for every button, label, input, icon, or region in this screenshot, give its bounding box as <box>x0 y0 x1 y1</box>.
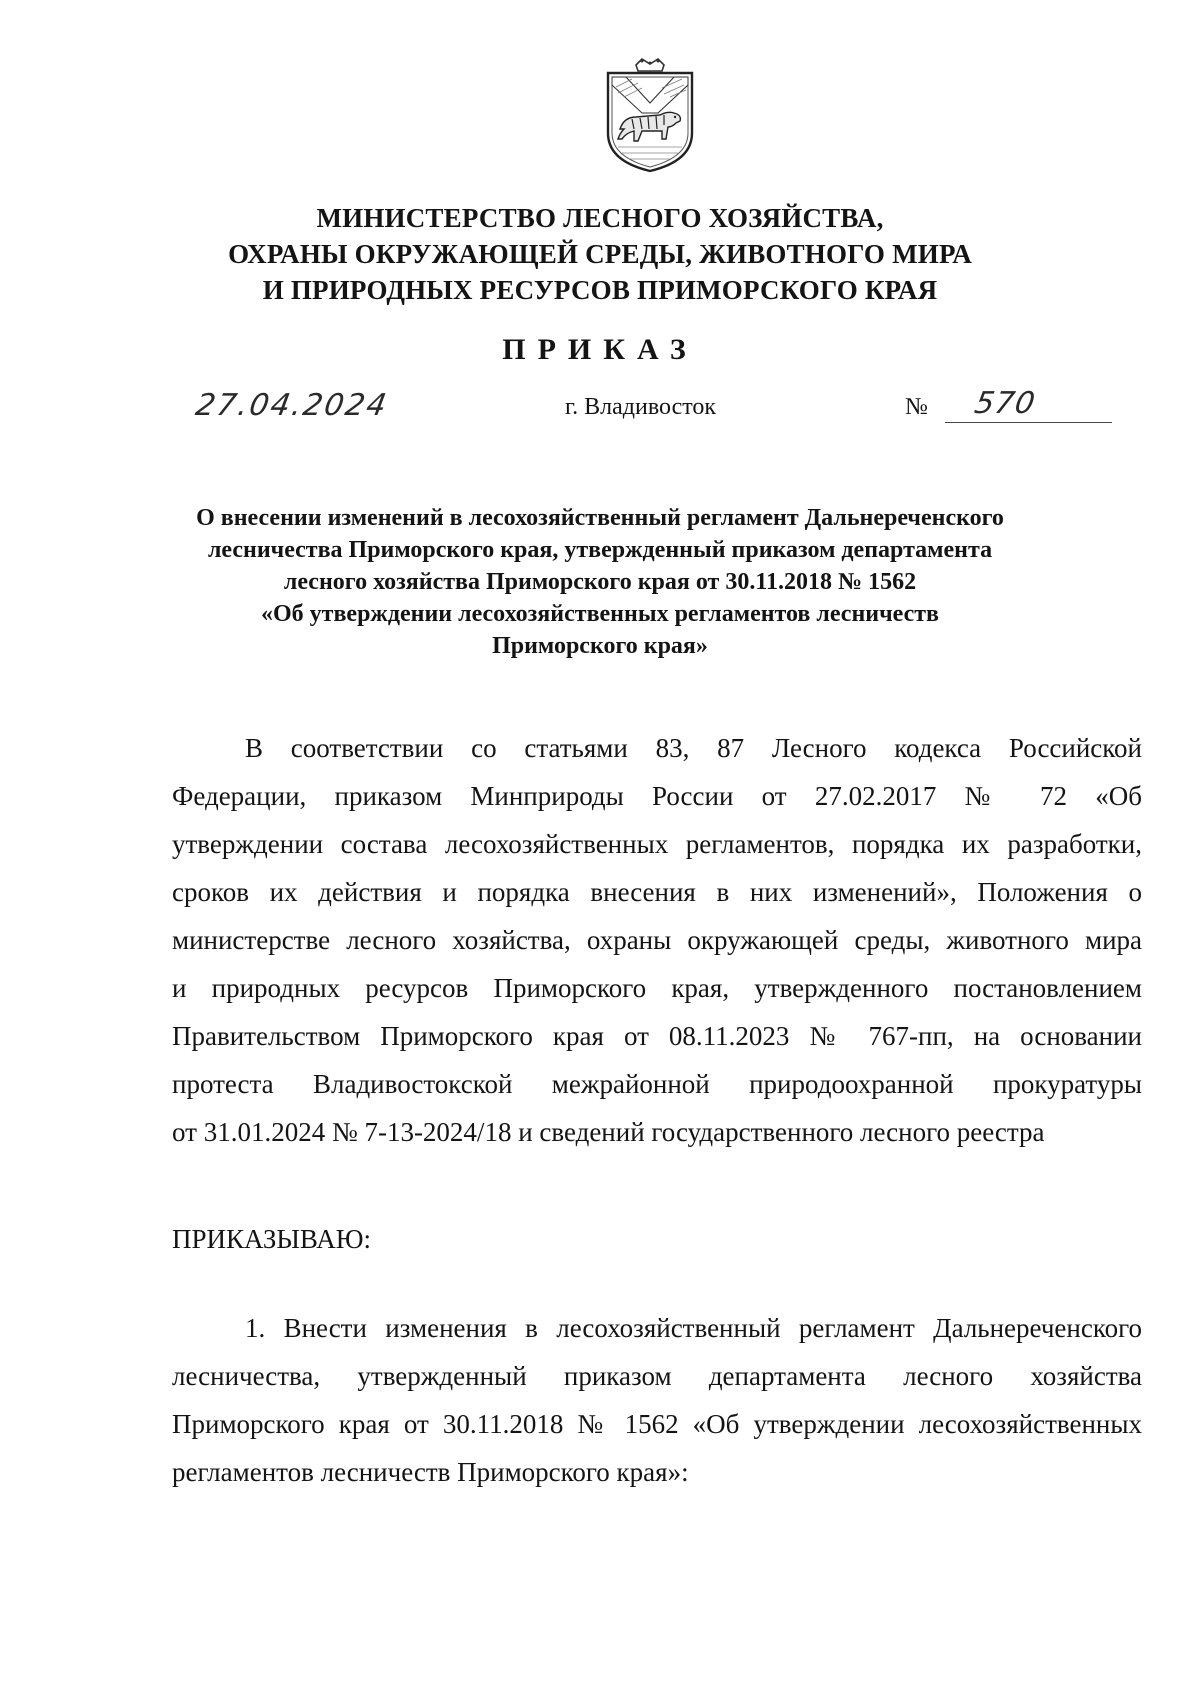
preamble-line: Федерации, приказом Минприроды России от 27.02.2017 № 72 «Об <box>172 781 1142 811</box>
handwritten-date: 27.04.2024 <box>192 388 391 423</box>
preamble-line: от 31.01.2024 № 7-13-2024/18 и сведений государственного лесного реестра <box>172 1117 1045 1147</box>
ministry-line-2: ОХРАНЫ ОКРУЖАЮЩЕЙ СРЕДЫ, ЖИВОТНОГО МИРА <box>228 239 972 269</box>
number-underline <box>945 422 1112 423</box>
item-1-line: регламентов лесничеств Приморского края»: <box>172 1457 689 1487</box>
coat-of-arms-emblem <box>602 57 698 175</box>
ministry-name <box>0 200 1200 308</box>
document-type-title: ПРИКАЗ <box>502 333 698 366</box>
preamble-line: утверждении состава лесохозяйственных регламентов, порядка их разработки, <box>172 829 1142 859</box>
ministry-line-1: МИНИСТЕРСТВО ЛЕСНОГО ХОЗЯЙСТВА, <box>316 203 884 233</box>
city-label: г. Владивосток <box>565 394 717 420</box>
subject-line: лесного хозяйства Приморского края от 30.11.2018 № 1562 <box>283 569 917 595</box>
item-1-line: Приморского края от 30.11.2018 № 1562 «Об утверждении лесохозяйственных <box>172 1409 1142 1439</box>
preamble-line: Правительством Приморского края от 08.11.2023 № 767-пп, на основании <box>172 1021 1142 1051</box>
preamble-line: сроков их действия и порядка внесения в них изменений», Положения о <box>172 877 1142 907</box>
item-1-line: 1. Внести изменения в лесохозяйственный регламент Дальнереченского <box>245 1313 1142 1343</box>
subject-line: Приморского края» <box>492 633 708 659</box>
preamble-line: и природных ресурсов Приморского края, утвержденного постановлением <box>172 973 1142 1003</box>
number-label: № <box>905 394 928 420</box>
preamble-line: В соответствии со статьями 83, 87 Лесного кодекса Российской <box>245 733 1142 763</box>
preamble-line: протеста Владивостокской межрайонной природоохранной прокуратуры <box>172 1069 1142 1099</box>
subject-line: лесничества Приморского края, утвержденный приказом департамента <box>207 537 993 563</box>
preamble-line: министерстве лесного хозяйства, охраны окружающей среды, животного мира <box>172 925 1142 955</box>
subject-line: «Об утверждении лесохозяйственных регламентов лесничеств <box>261 601 939 627</box>
ministry-line-3: И ПРИРОДНЫХ РЕСУРСОВ ПРИМОРСКОГО КРАЯ <box>262 275 938 305</box>
subject-line: О внесении изменений в лесохозяйственный регламент Дальнереченского <box>196 505 1004 531</box>
order-subject <box>0 502 1200 662</box>
handwritten-number: 570 <box>971 386 1039 421</box>
order-word: ПРИКАЗЫВАЮ: <box>172 1224 371 1254</box>
item-1-line: лесничества, утвержденный приказом департамента лесного хозяйства <box>172 1361 1142 1391</box>
